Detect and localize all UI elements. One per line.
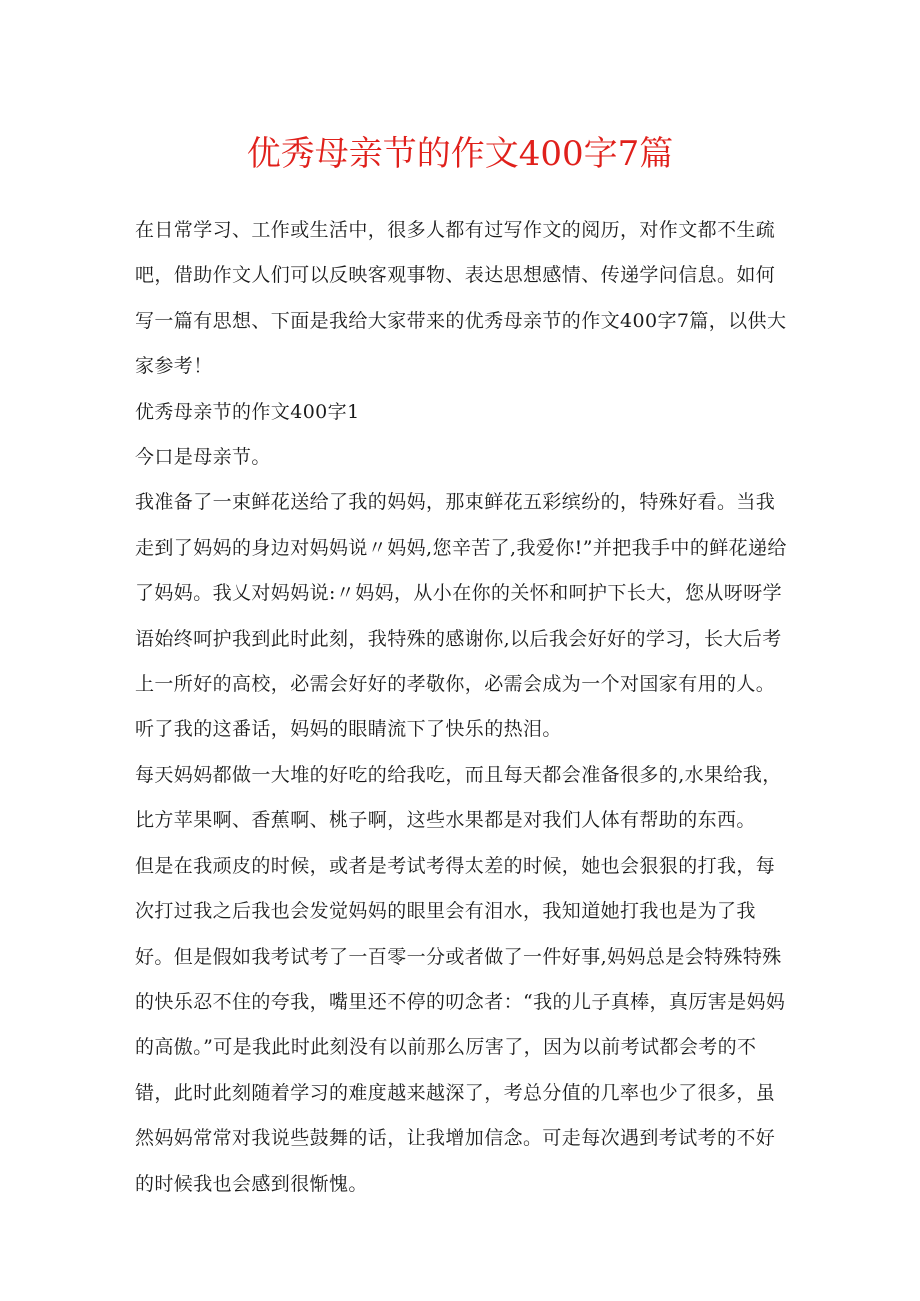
paragraph: 今口是母亲节。 [135, 446, 271, 469]
page-title: 优秀母亲节的作文400字7篇 [246, 134, 674, 174]
document-body [135, 208, 791, 1207]
intro-paragraph: 在日常学习、工作或生活中，很多人都有过写作文的阅历，对作文都不生疏吧，借助作文人们可以反映客观事物、表达思想感情、传递学问信息。如何写一篇有思想、下面是我给大家带来的优秀母亲节的作文400字7篇，以供大家参考！ [135, 219, 787, 378]
section-title: 优秀母亲节的作文400字1 [135, 400, 360, 423]
paragraph: 我准备了一束鲜花送给了我的妈妈，那束鲜花五彩缤纷的，特殊好看。当我走到了妈妈的身边对妈妈说〃妈妈,您辛苦了,我爱你!”并把我手中的鲜花递给了妈妈。我乂对妈妈说:〃妈妈，从小在你的关怀和呵护下长大，您从呀呀学语始终呵护我到此时此刻，我特殊的感谢你,以后我会好好的学习，长大后考上一所好的高校，必需会好好的孝敬你，必需会成为一个对国家有用的人。听了我的这番话，妈妈的眼睛流下了快乐的热泪。 [135, 491, 787, 741]
paragraph: 每天妈妈都做一大堆的好吃的给我吃，而且每天都会准备很多的,水果给我，比方苹果啊、香蕉啊、桃子啊，这些水果都是对我们人体有帮助的东西。 [135, 763, 782, 832]
paragraph: 但是在我顽皮的时候，或者是考试考得太差的时候，她也会狠狠的打我，每次打过我之后我也会发觉妈妈的眼里会有泪水，我知道她打我也是为了我好。但是假如我考试考了一百零一分或者做了一件好事,妈妈总是会特殊特殊的快乐忍不住的夸我，嘴里还不停的叨念者：“我的儿子真棒，真厉害是妈妈的高傲。”可是我此时此刻没有以前那么厉害了，因为以前考试都会考的不错，此时此刻随着学习的难度越来越深了，考总分值的几率也少了很多，虽然妈妈常常对我说些鼓舞的话，让我增加信念。可走每次遇到考试考的不好的时候我也会感到很惭愧。 [135, 854, 786, 1195]
